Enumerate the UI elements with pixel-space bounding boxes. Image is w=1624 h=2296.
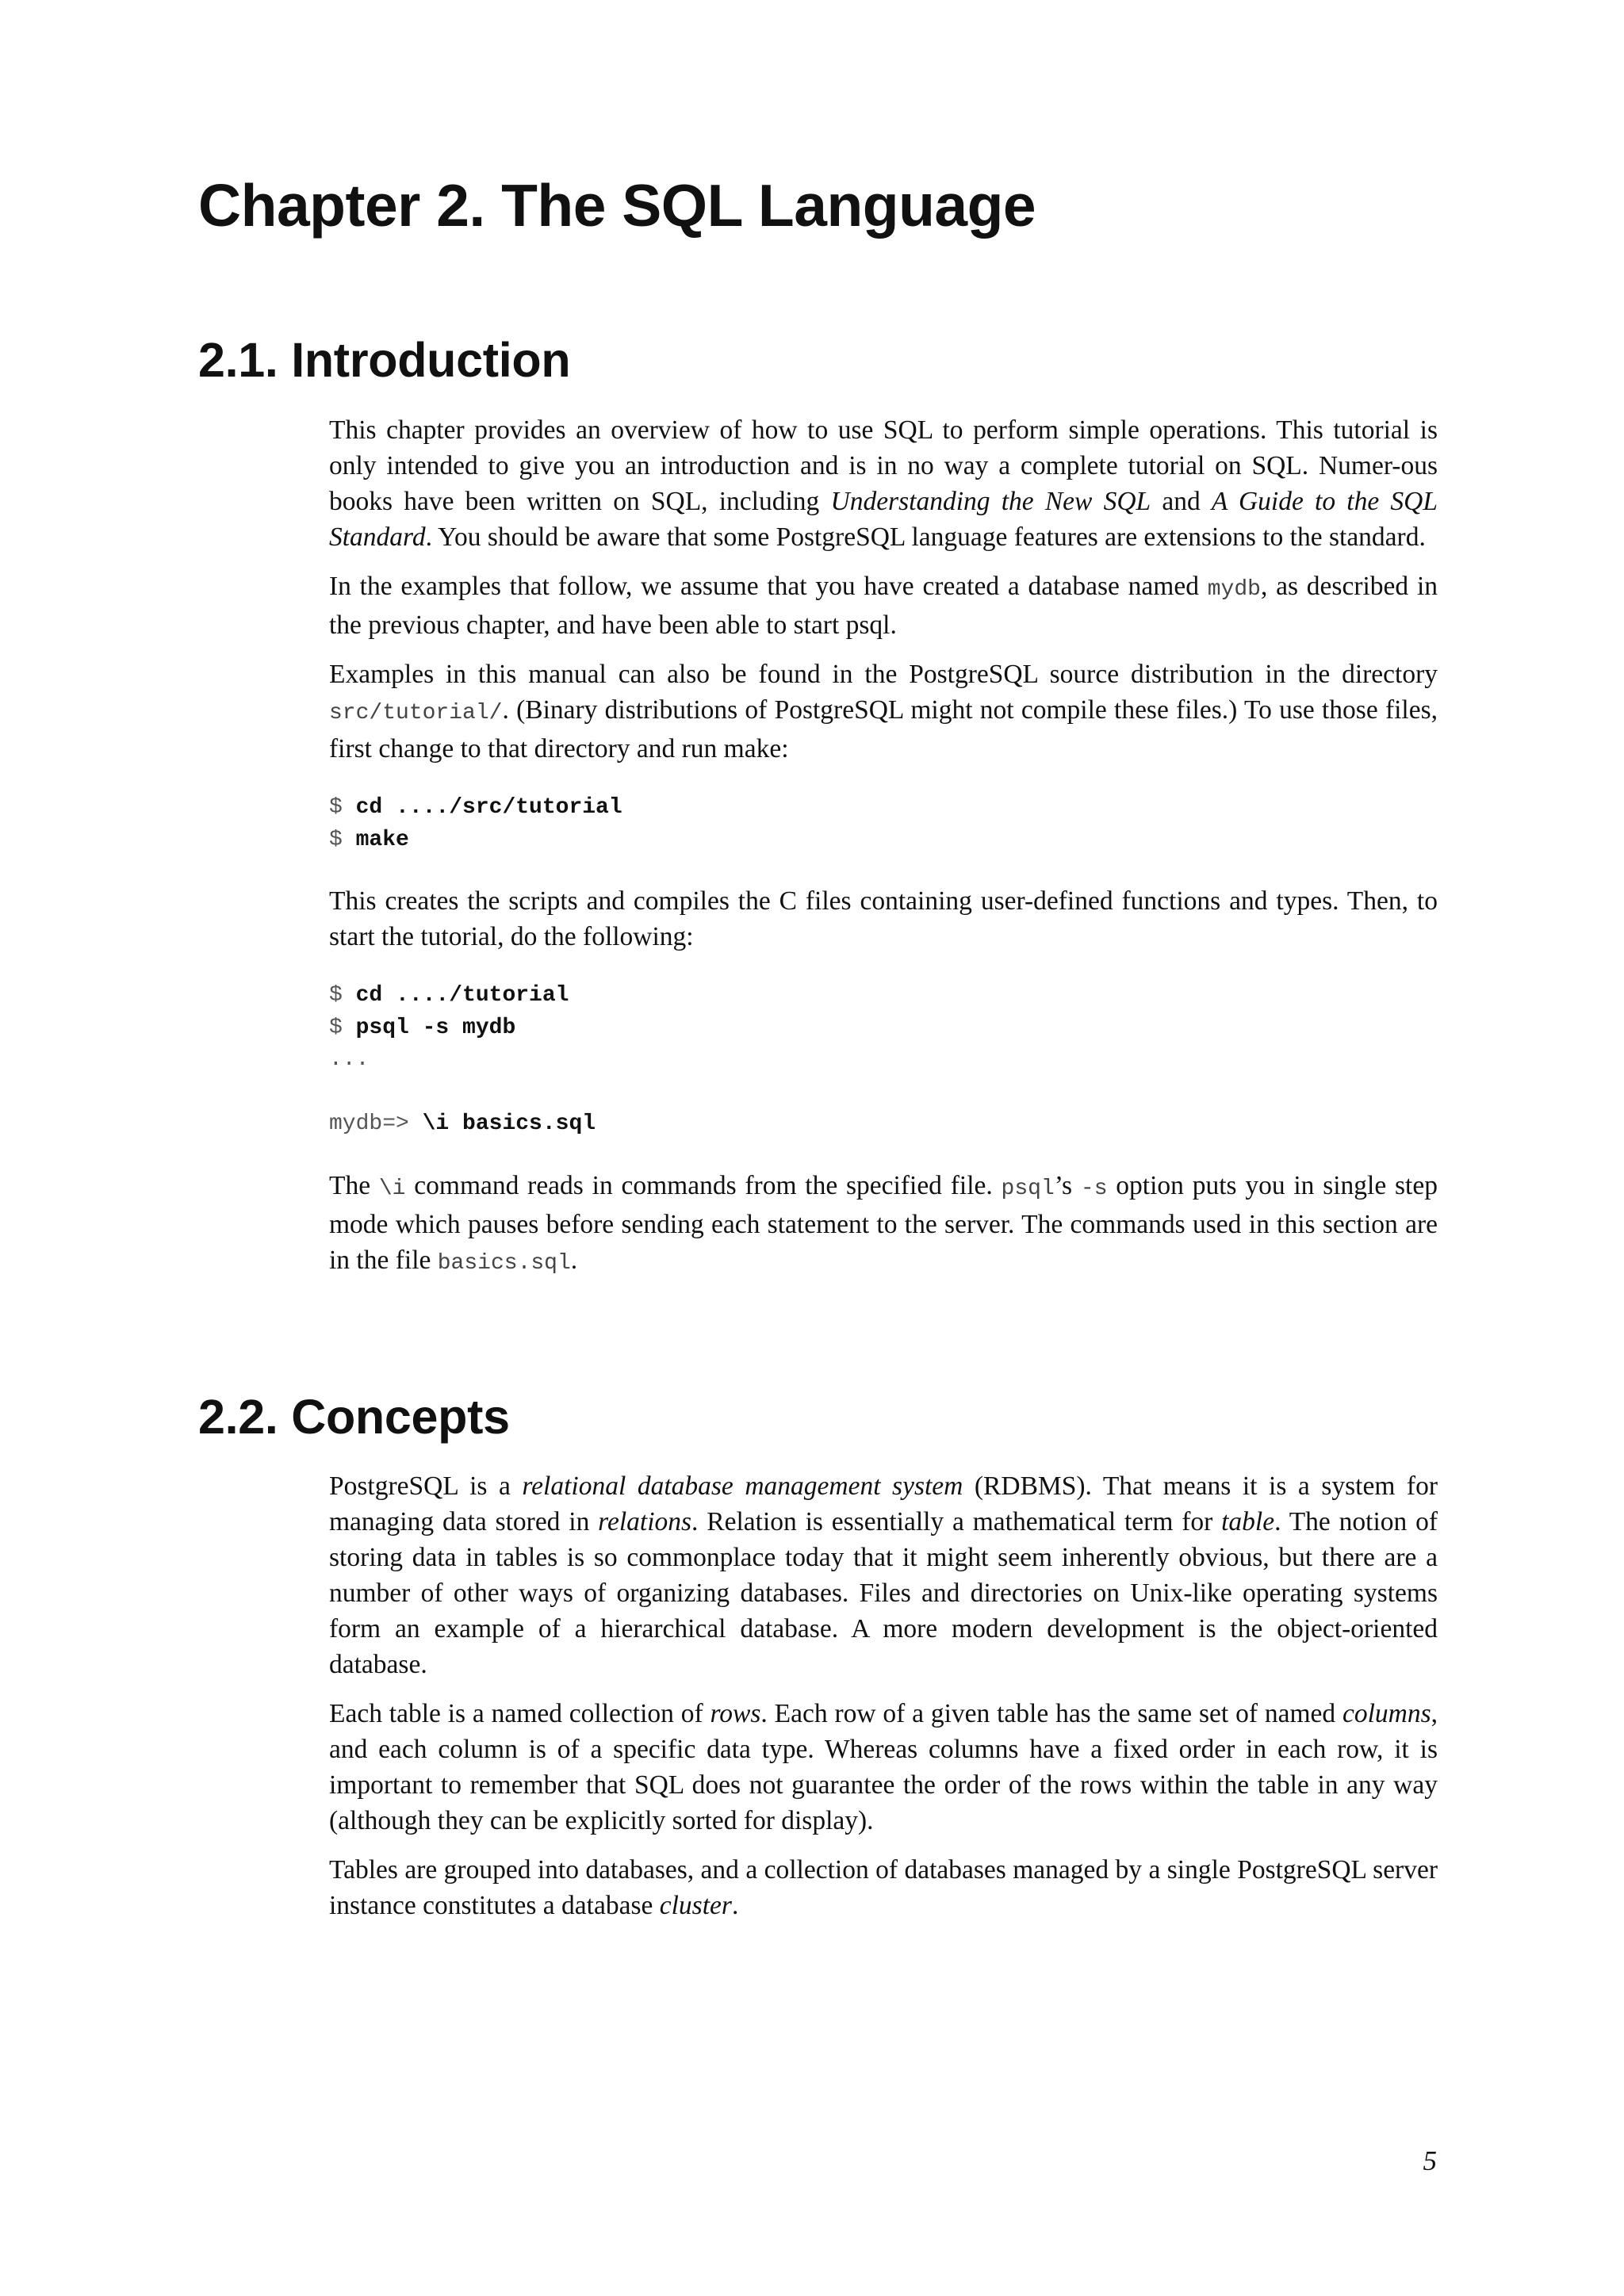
section-title-introduction: 2.1. Introduction [198, 333, 571, 387]
text-run: . (Binary distributions of PostgreSQL might not compile these files.) To use those files, first change to that directory and run make: [329, 695, 1438, 763]
text-run: Each table is a named collection of [329, 1699, 710, 1728]
text-run: . Relation is essentially a mathematical term for [691, 1507, 1222, 1536]
term: relational database management system [522, 1471, 963, 1501]
psql-prompt: mydb=> [329, 1112, 423, 1136]
code-line-blank [329, 1077, 1438, 1109]
text-run: option puts you in single step mode which pauses before sending each statement to the server. The commands used in this section are in the file [329, 1170, 1438, 1275]
text-run: In the examples that follow, we assume that you have created a database named [329, 572, 1208, 601]
chapter-title: Chapter 2. The SQL Language [198, 172, 1036, 239]
shell-command: cd ..../tutorial [355, 983, 569, 1008]
concepts-body [329, 1468, 1438, 1937]
shell-prompt: $ [329, 827, 356, 852]
book-title: Understanding the New SQL [830, 487, 1151, 516]
filename-literal: basics.sql [437, 1250, 571, 1276]
shell-prompt: $ [329, 795, 356, 820]
shell-command: psql -s mydb [355, 1015, 516, 1040]
code-line [329, 792, 1438, 825]
text-run: ’s [1054, 1170, 1081, 1200]
introduction-body [329, 412, 1438, 1295]
concepts-paragraph-2 [329, 1696, 1438, 1839]
text-run: . Each row of a given table has the same set of named [760, 1699, 1342, 1728]
term: relations [598, 1507, 692, 1536]
book-title: A Guide to the SQL Standard [329, 487, 1438, 552]
shell-command: make [355, 827, 409, 852]
intro-paragraph-2 [329, 568, 1438, 643]
text-run: This chapter provides an overview of how to use SQL to perform simple operations. This tutorial is only intended to give you an introduction and is in no way a complete tutorial on SQL. Numer-ous books have been written on SQL, including [329, 415, 1438, 516]
text-run: , and each column is of a specific data type. Whereas columns have a fixed order in each row, it is important to remember that SQL does not guarantee the order of the rows within the table in any way (although they can be explicitly sorted for display). [329, 1699, 1438, 1835]
intro-paragraph-3 [329, 656, 1438, 767]
text-run: . You should be aware that some PostgreSQL language features are extensions to the standard. [425, 522, 1426, 552]
term: columns [1342, 1699, 1431, 1728]
code-line [329, 1108, 1438, 1141]
text-run: (RDBMS). That means it is a system for managing data stored in [329, 1471, 1438, 1536]
code-line [329, 825, 1438, 857]
text-run: PostgreSQL is a [329, 1471, 523, 1501]
text-run: This creates the scripts and compiles the C files containing user-defined functions and types. Then, to start the tutorial, do the following: [329, 886, 1438, 951]
text-run: . [570, 1245, 578, 1275]
text-run: The [329, 1170, 379, 1200]
code-line [329, 980, 1438, 1012]
code-block-make [329, 792, 1438, 856]
shell-command: cd ..../src/tutorial [355, 795, 622, 820]
code-block-psql [329, 980, 1438, 1141]
option-literal: -s [1080, 1176, 1108, 1201]
command-literal: \i [378, 1176, 406, 1201]
intro-paragraph-4 [329, 883, 1438, 955]
text-run: Tables are grouped into databases, and a collection of databases managed by a single PostgreSQL server instance constitutes a database [329, 1855, 1438, 1920]
intro-paragraph-1 [329, 412, 1438, 555]
shell-prompt: $ [329, 983, 356, 1008]
text-run: , as described in the previous chapter, and have been able to start psql. [329, 572, 1438, 640]
term: table [1221, 1507, 1275, 1536]
output-ellipsis: ... [329, 1047, 370, 1072]
code-line [329, 1044, 1438, 1077]
concepts-paragraph-3 [329, 1852, 1438, 1923]
term: rows [710, 1699, 761, 1728]
intro-paragraph-5 [329, 1168, 1438, 1281]
directory-path-literal: src/tutorial/ [329, 701, 503, 725]
text-run: . [731, 1891, 739, 1920]
text-run: and [1151, 487, 1212, 516]
shell-prompt: $ [329, 1015, 356, 1040]
text-run: . The notion of storing data in tables is so commonplace today that it might seem inherently obvious, but there are a number of other ways of organizing databases. Files and directories on Unix-like operating systems form an example of a hierarchical database. A more modern development is the object-oriented database. [329, 1507, 1438, 1679]
text-run: command reads in commands from the specified file. [405, 1170, 1002, 1200]
program-literal: psql [1001, 1176, 1055, 1201]
page-number: 5 [1423, 2145, 1437, 2176]
concepts-paragraph-1 [329, 1468, 1438, 1682]
section-title-concepts: 2.2. Concepts [198, 1390, 510, 1444]
database-name-literal: mydb [1207, 577, 1261, 602]
text-run: Examples in this manual can also be found in the PostgreSQL source distribution in the directory [329, 660, 1438, 689]
term: cluster [659, 1891, 732, 1920]
code-line [329, 1012, 1438, 1045]
psql-command: \i basics.sql [422, 1112, 596, 1136]
